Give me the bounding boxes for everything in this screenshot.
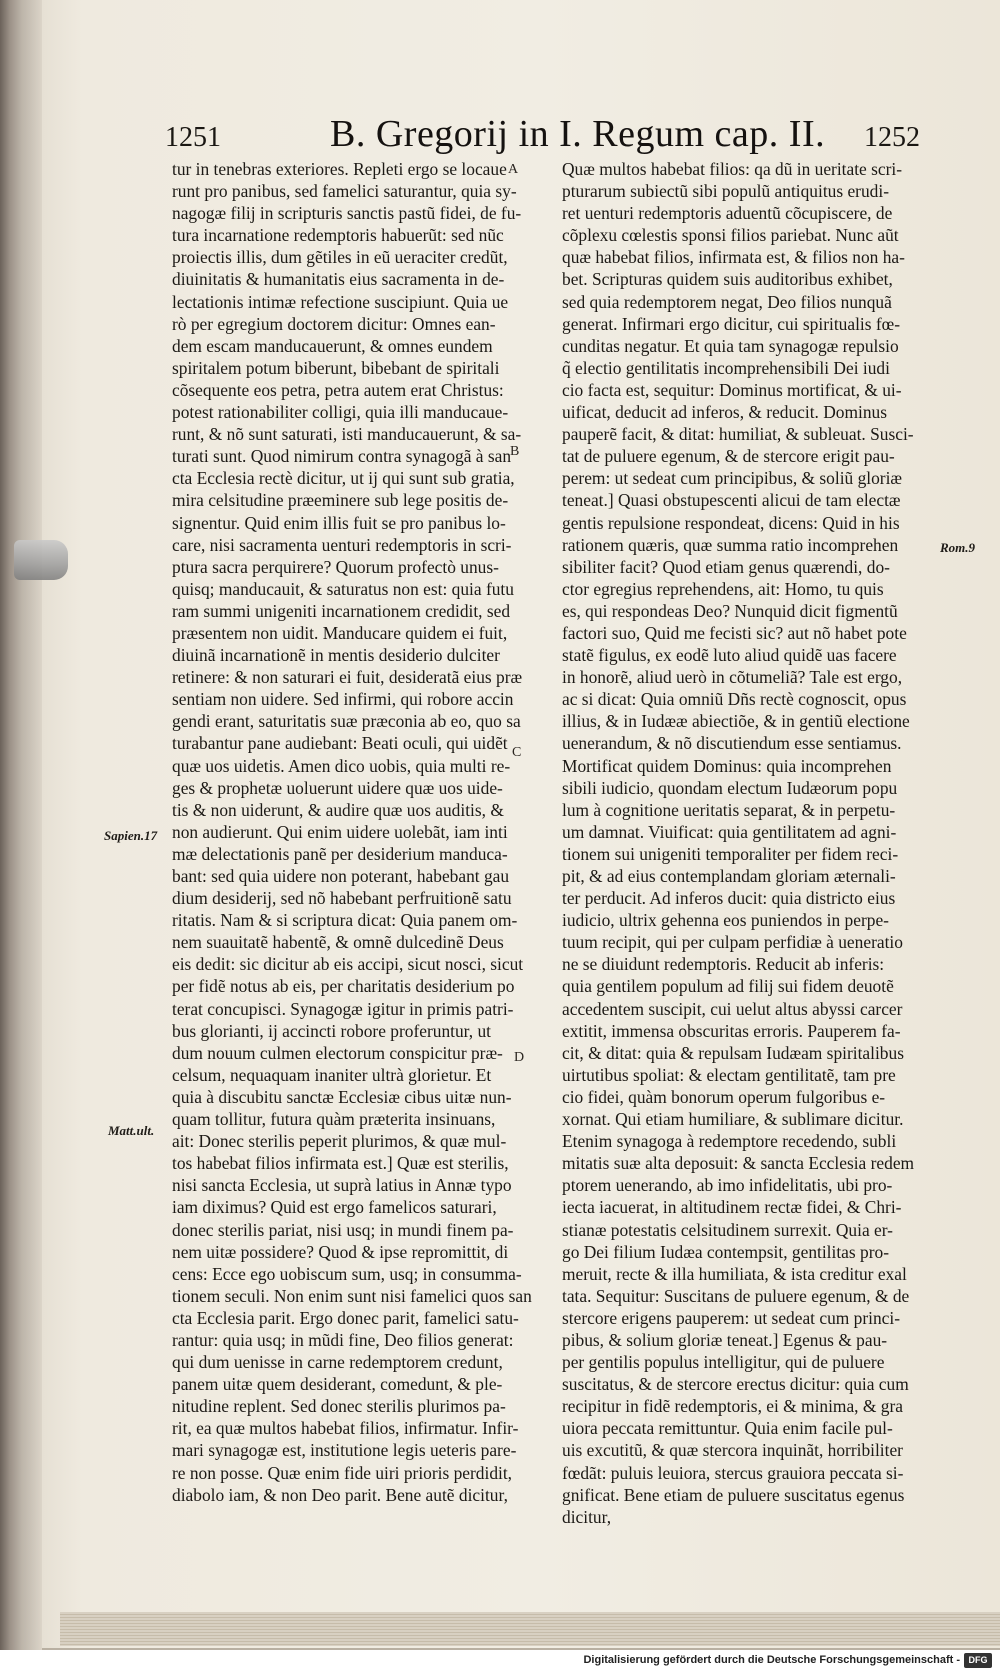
text-line: nem suauitatẽ habentẽ, & omnẽ dulcedinẽ Deus: [172, 932, 504, 953]
page-stack-edge: [60, 1612, 1000, 1646]
text-line: retinere: & non saturari ei fuit, desideratã eius præ: [172, 667, 523, 688]
text-line: turabantur pane audiebant: Beati oculi, qui uidẽt: [172, 733, 508, 754]
text-line: fœdãt: puluis leuiora, stercus grauiora peccata si-: [562, 1462, 904, 1483]
text-line: mari synagogæ est, institutione legis ueteris pare-: [172, 1440, 517, 1461]
text-line: meruit, recte & illa humiliata, & ista creditur exal: [562, 1263, 907, 1284]
text-line: eis dedit: sic dicitur ab eis accipi, sicut nosci, sicut: [172, 954, 524, 975]
text-line: uis excutitũ, & quæ stercora inquinãt, horribiliter: [562, 1440, 903, 1461]
text-line: accedentem suscipit, cui uelut altus abyssi carcer: [562, 998, 903, 1019]
text-line: signentur. Quid enim illis fuit se pro panibus lo-: [172, 512, 506, 533]
text-column-left: [172, 158, 544, 1506]
text-line: Mortificat quidem Dominus: quia incomprehen: [562, 755, 892, 776]
text-line: tura incarnatione redemptoris habuerũt: sed nũc: [172, 225, 504, 246]
running-header: [0, 112, 1000, 156]
page-clip: [14, 540, 68, 580]
text-line: iam diximus? Quid est ergo famelicos saturari,: [172, 1197, 497, 1218]
text-line: per gentilis populus intelligitur, qui de puluere: [562, 1352, 885, 1373]
section-mark-d: D: [514, 1050, 525, 1065]
text-line: ges & prophetæ uoluerunt uidere quæ uos uide-: [172, 777, 503, 798]
text-line: proiectis illis, dum gẽtiles in eũ ueraciter credũt,: [172, 247, 508, 268]
text-line: nisi sancta Ecclesia, ut suprà latius in Annæ typo: [172, 1175, 512, 1196]
text-line: in honorẽ, aliud uerò in cõtumeliã? Tale est ergo,: [562, 667, 903, 688]
text-line: tos habebat filios infirmata est.] Quæ est sterilis,: [172, 1153, 509, 1174]
text-line: diuinitatis & humanitatis eius sacramenta in de-: [172, 269, 505, 290]
text-line: bus glorianti, ij accincti robore proferuntur, ut: [172, 1020, 492, 1041]
text-line: sibili iudicio, quondam electum Iudæorum popu: [562, 777, 898, 798]
text-line: tis & non uiderunt, & audire quæ uos auditis, &: [172, 799, 504, 820]
text-line: factori suo, Quid me fecisti sic? aut nõ habet pote: [562, 622, 907, 643]
text-line: statẽ figulus, ex eodẽ luto aliud quidẽ uas facere: [562, 645, 897, 666]
section-mark-a: A: [508, 162, 519, 177]
text-line: mira celsitudine præeminere sub lege positis de-: [172, 490, 509, 511]
text-line: iudicio, ultrix gehenna eos puniendos in perpe-: [562, 910, 889, 931]
text-line: tur in tenebras exteriores. Repleti ergo se locaue: [172, 159, 507, 179]
text-line: bant: sed quia uidere non poterant, habebant gau: [172, 866, 510, 886]
text-line: uirtutibus spoliat: & electam gentilitatẽ, tam pre: [562, 1064, 896, 1085]
text-line: ac si dicat: Quia omniũ Dñs rectè cognoscit, opus: [562, 689, 907, 710]
text-line: ter perducit. Ad inferos ducit: quia districto eius: [562, 888, 896, 909]
margin-note-matt: Matt.ult.: [108, 1123, 155, 1138]
text-line: stercore erigens pauperem: ut sedeat cum princi-: [562, 1307, 901, 1328]
text-line: non audierunt. Qui enim uidere uolebãt, iam inti: [172, 821, 508, 842]
text-line: uenerandum, & nõ discutiendum esse sentiamus.: [562, 733, 902, 754]
text-line: panem uitæ quem desiderant, comedunt, & ple-: [172, 1374, 503, 1395]
text-line: suscitatus, & de stercore erectus dicitur: quia cum: [562, 1374, 909, 1395]
text-line: pauperẽ facit, & ditat: humiliat, & subleuat. Susci-: [562, 424, 914, 445]
text-line: recipitur in fidẽ redemptoris, ei & minima, & gra: [562, 1396, 903, 1417]
text-line: dium desiderij, sed nõ habebant perfruitionẽ satu: [172, 888, 512, 909]
running-title: B. Gregorij in I. Regum cap. II.: [330, 113, 826, 155]
text-line: sed quia redemptorem negat, Deo filios nunquã: [562, 291, 892, 312]
text-line: mitatis suæ alta deposuit: & sancta Ecclesia redem: [562, 1153, 915, 1174]
footer-credit: Digitalisierung gefördert durch die Deutsche Forschungsgemeinschaft -: [583, 1654, 960, 1666]
text-line: nagogæ filij in scripturis sanctis pastũ fidei, de fu-: [172, 203, 522, 224]
text-line: dum nouum culmen electorum conspicitur præ-: [172, 1042, 503, 1063]
text-line: celsum, nequaquam inaniter ultrà glorietur. Et: [172, 1064, 492, 1085]
text-line: quæ habebat filios, infirmata est, & filios non ha-: [562, 247, 905, 268]
text-line: rò per egregium doctorem dicitur: Omnes ean-: [172, 313, 496, 334]
text-line: cens: Ecce ego uobiscum sum, usq; in consumma-: [172, 1263, 522, 1284]
text-line: per fidẽ notus ab eis, per charitatis desiderium po: [172, 976, 515, 997]
text-line: teneat.] Quasi obstupescenti alicui de tam electæ: [562, 490, 901, 511]
text-line: tata. Sequitur: Suscitans de puluere egenum, & de: [562, 1285, 910, 1306]
text-line: rationem quæris, quæ summa ratio incomprehen: [562, 534, 899, 555]
page-number-left: 1251: [165, 122, 221, 153]
text-line: generat. Infirmari ergo dicitur, cui spiritualis fœ-: [562, 313, 900, 334]
text-line: sibiliter facit? Quod etiam genus quærendi, do-: [562, 556, 890, 577]
text-line: pibus, & solium gloriæ teneat.] Egenus & pau-: [562, 1329, 888, 1350]
text-line: lectationis intimæ refectione suscipiunt. Quia ue: [172, 291, 509, 312]
text-line: illius, & in Iudææ abiectiõe, & in gentiũ electione: [562, 711, 910, 732]
text-line: cit, & ditat: quia & repulsam Iudæam spiritalibus: [562, 1042, 904, 1063]
text-line: sentiam non uidere. Sed infirmi, qui robore accin: [172, 689, 514, 710]
text-line: cio facta est, sequitur: Dominus mortificat, & ui-: [562, 379, 902, 400]
text-line: es, qui respondeas Deo? Nunquid dicit figmentũ: [562, 600, 898, 621]
text-line: ptura sacra perquirere? Quorum profectò unus-: [172, 556, 499, 577]
text-line: bet. Scripturas quidem suis auditoribus exhibet,: [562, 269, 893, 290]
text-line: runt pro panibus, sed famelici saturantur, quia sy-: [172, 181, 517, 202]
text-line: diabolo iam, & non Deo parit. Bene autẽ dicitur,: [172, 1484, 508, 1505]
text-line: um damnat. Viuificat: quia gentilitatem ad agni-: [562, 821, 897, 842]
text-line: tionem sui unigeniti temporaliter per fidem reci-: [562, 843, 899, 864]
text-line: præsentem non uidit. Manducare quidem ei fuit,: [172, 622, 508, 643]
text-line: ret uenturi redemptoris aduentũ cõcupiscere, de: [562, 203, 893, 224]
text-line: gnificat. Bene etiam de puluere suscitatus egenus: [562, 1484, 905, 1505]
text-line: dem escam manducauerunt, & omnes eundem: [172, 335, 493, 356]
text-line: ait: Donec sterilis peperit plurimos, & quæ mul-: [172, 1131, 507, 1152]
text-line: rit, ea quæ multos habebat filios, infirmatur. Infir-: [172, 1418, 519, 1439]
margin-note-rom: Rom.9: [940, 540, 976, 555]
margin-note-sapien: Sapien.17: [104, 828, 158, 843]
text-line: diuinã incarnationẽ in mentis desiderio dulciter: [172, 645, 500, 666]
text-line: gentis repulsione respondeat, dicens: Quid in his: [562, 512, 900, 533]
text-line: stianæ potestatis celsitudinem surrexit. Quia er-: [562, 1219, 893, 1240]
text-line: go Dei filium Iudæa contempsit, gentilitas pro-: [562, 1241, 889, 1262]
text-line: re non posse. Quæ enim fide uiri prioris perdidit,: [172, 1462, 513, 1483]
text-line: tat de puluere egenum, & de stercore erigit pau-: [562, 446, 895, 467]
text-line: cunditas negatur. Et quia tam synagogæ repulsio: [562, 335, 899, 356]
text-line: lum à cognitione ueritatis separat, & in perpetu-: [562, 799, 896, 820]
dfg-logo: DFG: [964, 1653, 992, 1668]
text-line: xornat. Qui etiam humiliare, & sublimare dicitur.: [562, 1109, 904, 1130]
text-line: tuum recipit, qui per culpam perfidiæ à ueneratio: [562, 932, 903, 953]
text-column-right: [562, 158, 934, 1528]
text-line: quæ uos uidetis. Amen dico uobis, quia multi re-: [172, 755, 511, 776]
text-line: nem uitæ possidere? Quod & ipse repromittit, di: [172, 1241, 509, 1262]
book-spine-edge: [0, 0, 48, 1650]
text-line: pit, & ad eius contemplandam gloriam æternali-: [562, 866, 896, 886]
text-line: Etenim synagoga à redemptore recedendo, subli: [562, 1131, 897, 1152]
section-mark-c: C: [512, 745, 522, 760]
text-line: mæ delectationis panẽ per desiderium manduca-: [172, 843, 508, 864]
text-line: cõplexu cœlestis sponsi filios pariebat. Nunc aũt: [562, 225, 899, 246]
text-line: perem: ut sedeat cum principibus, & soliũ gloriæ: [562, 468, 903, 489]
text-line: nitudine replent. Sed donec sterilis plurimos pa-: [172, 1396, 506, 1417]
page-number-right: 1252: [864, 122, 920, 153]
footer-bar: [0, 1650, 1000, 1673]
text-line: cta Ecclesia parit. Ergo donec parit, famelici satu-: [172, 1307, 519, 1328]
text-line: q̃ electio gentilitatis incomprehensibili Dei iudi: [562, 357, 890, 378]
text-line: cta Ecclesia rectè dicitur, ut ij qui sunt sub gratia,: [172, 468, 515, 489]
text-line: quia à discubitu sanctæ Ecclesiæ cibus uitæ nun-: [172, 1086, 512, 1107]
section-mark-b: B: [510, 444, 520, 459]
text-line: potest rationabiliter colligi, quia illi manducaue-: [172, 402, 509, 423]
text-line: Quæ multos habebat filios: qa dũ in ueritate scri-: [562, 159, 903, 179]
text-line: uificat, deducit ad inferos, & reducit. Dominus: [562, 402, 888, 423]
text-line: cio fidei, quàm bonorum operum fulgoribus e-: [562, 1086, 886, 1107]
text-line: rantur: quia usq; in mũdi fine, Deo filios generat:: [172, 1329, 514, 1350]
text-line: turati sunt. Quod nimirum contra synagogã à san: [172, 446, 512, 467]
text-line: ram summi unigeniti incarnationem credidit, sed: [172, 600, 511, 621]
text-line: ritatis. Nam & si scriptura dicat: Quia panem om-: [172, 910, 518, 931]
text-line: gendi erant, saturitatis suæ præconia ab eo, quo sa: [172, 711, 521, 732]
text-line: dicitur,: [562, 1506, 612, 1527]
text-line: quisq; manducauit, & saturatus non est: quia futu: [172, 578, 514, 599]
text-line: care, nisi sacramenta uenturi redemptoris in scri-: [172, 534, 512, 555]
text-line: quia gentilem populum ad filij sui fidem deuotẽ: [562, 976, 894, 997]
text-line: ptorem uenerando, ab imo infidelitatis, ubi pro-: [562, 1175, 893, 1196]
text-line: cõsequente eos petra, petra autem erat Christus:: [172, 379, 504, 400]
text-line: terat concupisci. Synagogæ igitur in primis patri-: [172, 998, 514, 1019]
text-line: iecta iacuerat, in altitudinem rectæ fidei, & Chri-: [562, 1197, 902, 1218]
text-line: ctor egregius reprehendens, ait: Homo, tu quis: [562, 578, 884, 599]
text-line: ne se diuidunt redemptoris. Reducit ab inferis:: [562, 954, 885, 975]
text-line: quam tollitur, futura quàm præterita insinuans,: [172, 1109, 496, 1130]
text-line: spiritalem potum biberunt, bibebant de spiritali: [172, 357, 500, 378]
text-line: uiora peccata remittuntur. Quia enim facile pul-: [562, 1418, 893, 1439]
text-line: extitit, immensa obscuritas erroris. Pauperem fa-: [562, 1020, 901, 1041]
text-line: qui dum uenisse in carne redemptorem credunt,: [172, 1352, 503, 1373]
text-line: pturarum subiectũ sibi populũ antiquitus erudi-: [562, 181, 889, 202]
text-line: tionem seculi. Non enim sunt nisi famelici quos san: [172, 1285, 532, 1306]
text-line: donec sterilis pariat, nisi usq; in mundi finem pa-: [172, 1219, 514, 1240]
text-line: runt, & nõ sunt saturati, isti manducauerunt, & sa-: [172, 424, 522, 445]
